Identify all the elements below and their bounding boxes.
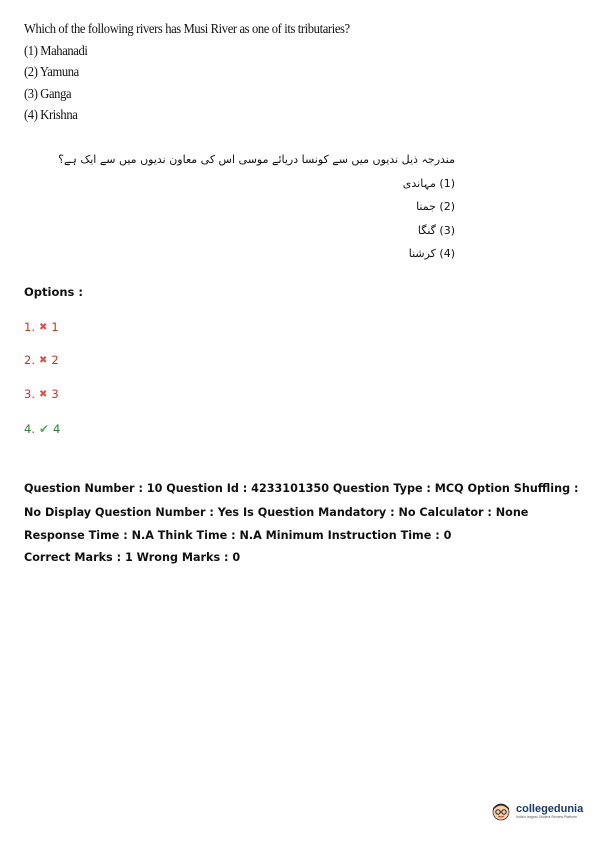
- question-english: [24, 18, 526, 126]
- option-text-4: (4) Krishna: [24, 107, 78, 122]
- option-text-urdu-4: (4) کرشنا: [408, 247, 455, 260]
- option-text-1: (1) Mahanadi: [24, 42, 88, 58]
- option-number: 1.: [24, 320, 35, 334]
- cross-icon: ✖: [38, 354, 48, 366]
- question-text: Which of the following rivers has Musi River as one of its tributaries?: [24, 21, 350, 36]
- option-row-1: [24, 320, 59, 334]
- marks-info: Correct Marks : 1 Wrong Marks : 0: [24, 551, 241, 564]
- check-icon: ✔: [38, 422, 50, 436]
- option-number: 2.: [24, 353, 35, 367]
- option-value: 2: [51, 353, 59, 367]
- option-value: 4: [53, 422, 61, 436]
- option-number: 4.: [24, 422, 35, 436]
- options-title: Options :: [24, 285, 83, 299]
- collegedunia-logo: [490, 800, 583, 822]
- cross-icon: ✖: [38, 321, 48, 333]
- option-row-2: [24, 353, 59, 367]
- option-row-3: [24, 387, 59, 401]
- option-value: 3: [51, 387, 59, 401]
- option-value: 1: [51, 320, 59, 334]
- option-text-3: (3) Ganga: [24, 85, 72, 101]
- option-row-4: [24, 422, 60, 436]
- question-text-urdu: مندرجہ ذیل ندیوں میں سے کونسا دریائے موسی اس کی معاون ندیوں میں سے ایک ہے؟: [58, 153, 455, 166]
- option-text-urdu-2: (2) جمنا: [416, 200, 455, 213]
- logo-tagline: India's largest Student Review Platform: [516, 815, 577, 819]
- option-number: 3.: [24, 387, 35, 401]
- option-text-urdu-3: (3) گنگا: [417, 223, 455, 237]
- mascot-icon: [490, 800, 512, 822]
- logo-name: collegedunia: [516, 803, 584, 815]
- option-text-urdu-1: (1) مہاندی: [402, 176, 455, 190]
- cross-icon: ✖: [38, 388, 48, 400]
- question-meta: Question Number : 10 Question Id : 4233101350 Question Type : MCQ Option Shuffling : No Display Question Number : Yes Is Question Mandatory : No Calculator : None Response Time : N.A Think Time : N.A Minimum Instruction Time : 0: [24, 482, 579, 542]
- question-urdu: [58, 148, 455, 266]
- option-text-2: (2) Yamuna: [24, 64, 79, 79]
